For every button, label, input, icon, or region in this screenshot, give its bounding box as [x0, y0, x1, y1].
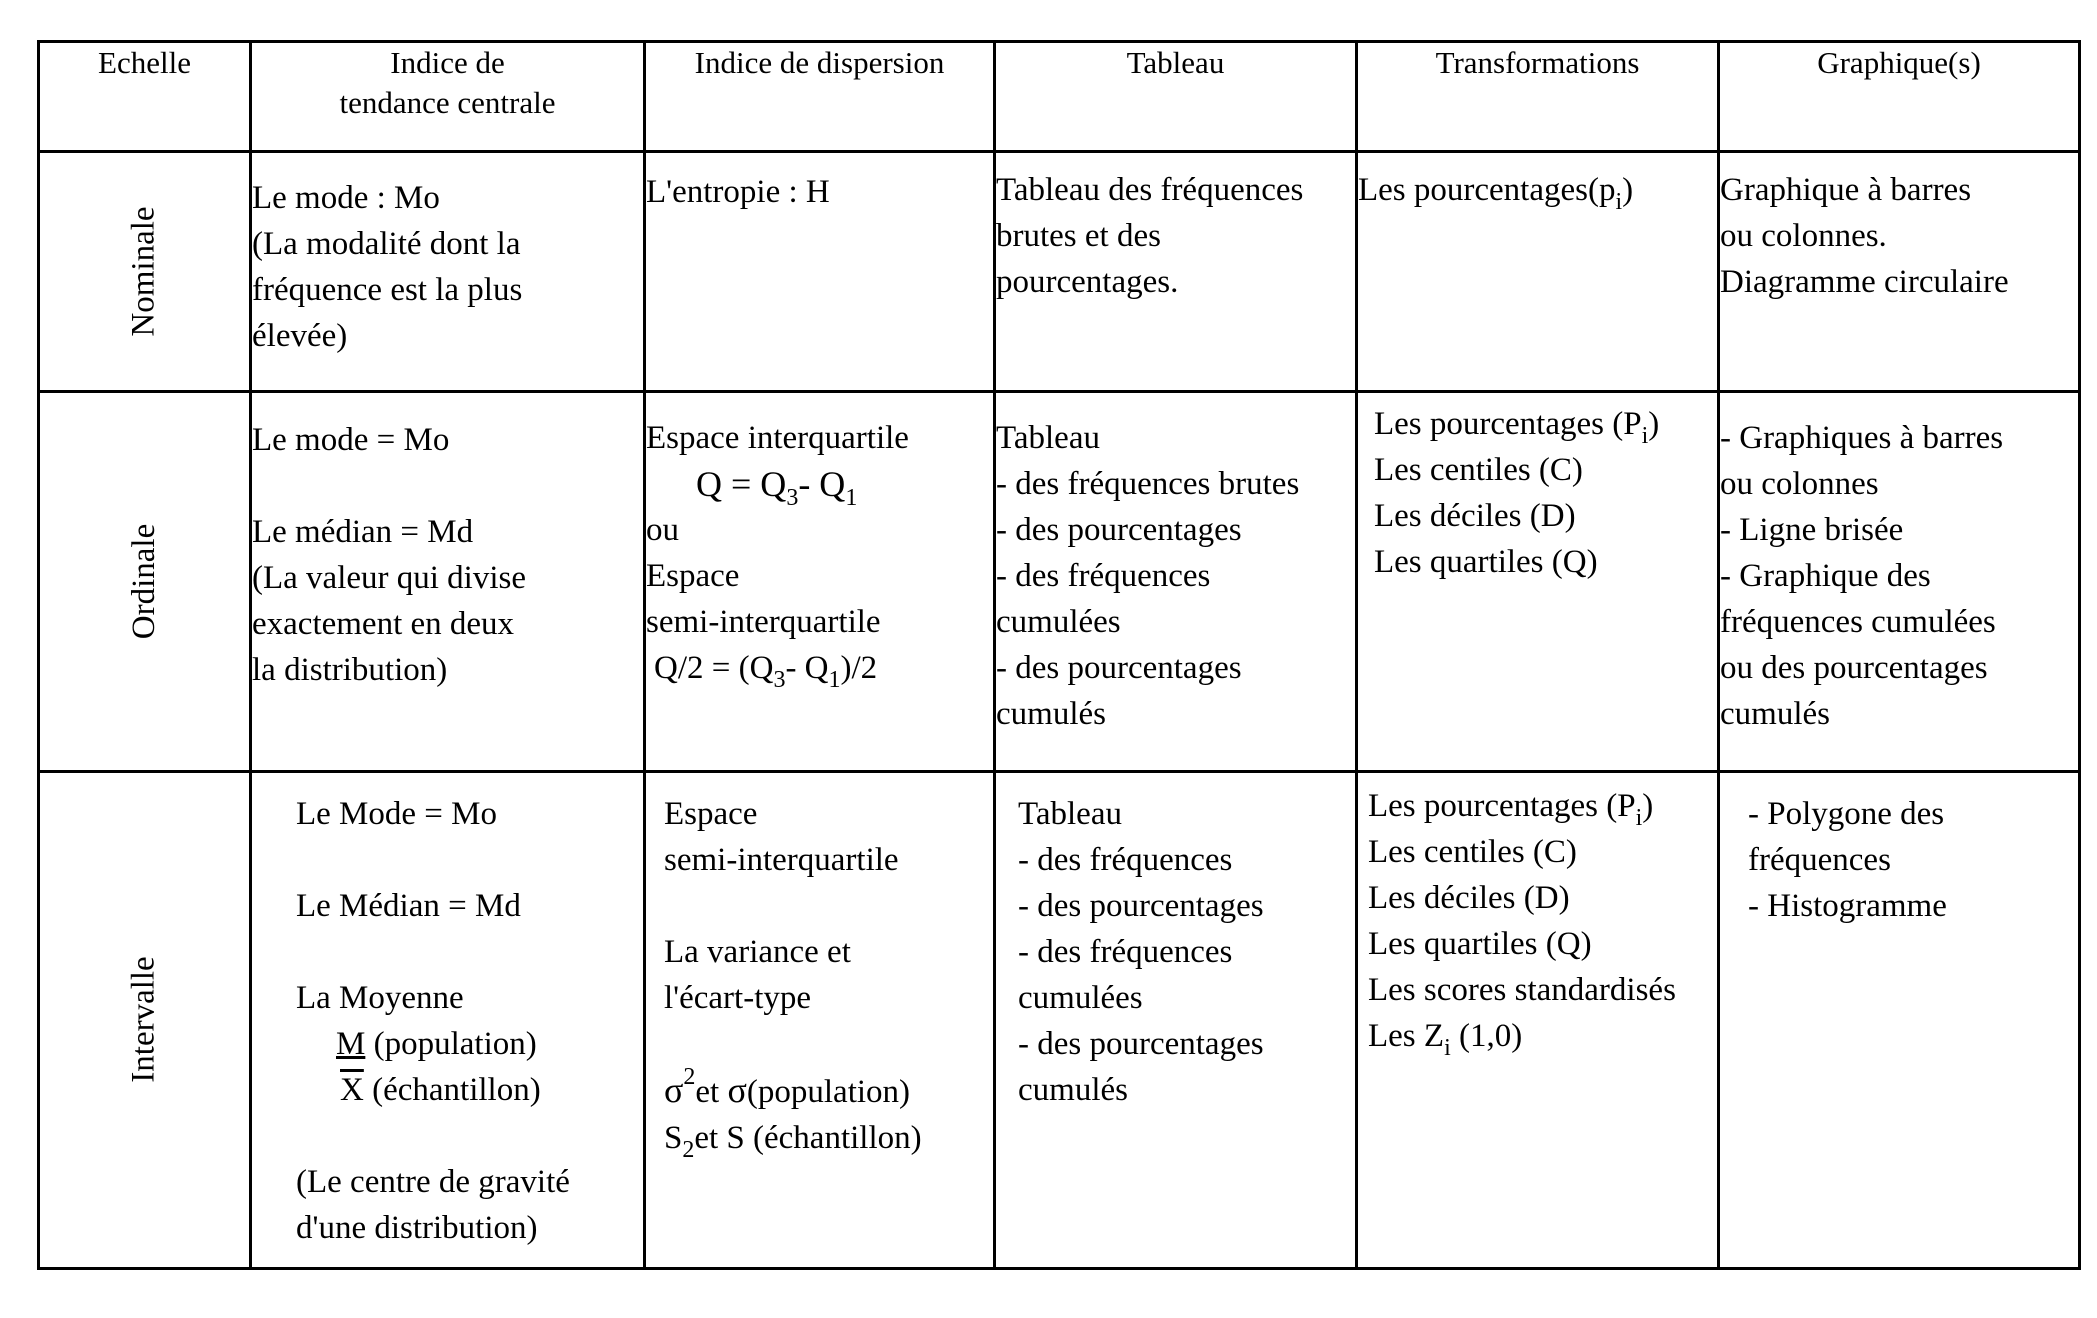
- text-line: - des pourcentages: [996, 512, 1242, 549]
- nominale-dispersion: [645, 152, 995, 392]
- text-line: brutes et des: [996, 218, 1161, 255]
- text-line: La Moyenne: [296, 979, 464, 1016]
- spacer: [296, 1113, 633, 1159]
- text-part: et: [695, 1073, 728, 1110]
- text-line: - Graphique des: [1720, 558, 1931, 595]
- subscript: 1: [828, 667, 841, 694]
- header-tendance-line2: tendance centrale: [339, 85, 556, 121]
- text-line: semi-interquartile: [664, 841, 899, 878]
- text-line: - des fréquences: [1018, 933, 1233, 970]
- text-line: Diagramme circulaire: [1720, 264, 2009, 301]
- text-part: (échantillon): [363, 1071, 541, 1108]
- subscript: i: [1444, 1034, 1451, 1061]
- text-line: - Histogramme: [1748, 887, 1947, 924]
- text-line: - des pourcentages: [1018, 1025, 1264, 1062]
- text-line: exactement en deux: [252, 606, 515, 643]
- sigma-symbol: σ: [664, 1069, 684, 1110]
- scale-ordinale: [39, 392, 251, 772]
- text-line: Espace: [646, 558, 740, 595]
- text-line: Espace: [664, 795, 758, 832]
- nominale-transformations: [1357, 152, 1719, 392]
- symbol-xbar: $\overline{X}$: [340, 1071, 364, 1108]
- ordinale-tendance: [251, 392, 645, 772]
- text-line: Le Mode = Mo: [296, 795, 497, 832]
- intervalle-tendance: [251, 771, 645, 1268]
- superscript: 2: [683, 1063, 696, 1090]
- text-part: (population): [746, 1073, 911, 1110]
- text-part: Les pourcentages(p: [1358, 172, 1616, 209]
- nominale-graphique: [1719, 152, 2080, 392]
- text-line: Tableau: [1018, 795, 1122, 832]
- row-intervalle: [39, 771, 2080, 1268]
- text-line: [1368, 783, 1711, 829]
- text-part: ): [1622, 172, 1634, 209]
- sigma-line: [664, 1063, 985, 1115]
- text-part: S: [664, 1119, 683, 1156]
- text-part: Les pourcentages (P: [1374, 406, 1642, 443]
- text-line: Les déciles (D): [1368, 879, 1570, 916]
- scale-label: Intervalle: [126, 956, 162, 1084]
- text-line: Tableau: [996, 420, 1100, 457]
- text-part: ): [1642, 787, 1654, 824]
- scale-nominale: [39, 152, 251, 392]
- text-line: Espace interquartile: [646, 420, 909, 457]
- text-part: - Q: [798, 464, 846, 505]
- intervalle-dispersion: [645, 771, 995, 1268]
- row-nominale: [39, 152, 2080, 392]
- header-row: [39, 42, 2080, 152]
- subscript: 2: [682, 1136, 695, 1163]
- scale-label: Nominale: [125, 206, 162, 337]
- text-line: Les déciles (D): [1374, 498, 1576, 535]
- header-tableau: Tableau: [995, 42, 1357, 152]
- text-line: ou des pourcentages: [1720, 650, 1988, 687]
- text-line: la distribution): [252, 652, 448, 689]
- text-part: Q/2 = (Q: [654, 650, 774, 687]
- spacer: [664, 1021, 985, 1067]
- text-line: ou: [646, 512, 679, 549]
- scale-intervalle: [39, 771, 251, 1268]
- text-part: (population): [365, 1025, 537, 1062]
- text-line: [1374, 401, 1717, 450]
- text-line: - des fréquences: [996, 558, 1211, 595]
- header-graphiques: Graphique(s): [1719, 42, 2080, 152]
- subscript: 1: [845, 485, 858, 512]
- symbol-mu: M: [336, 1025, 366, 1062]
- text-line: cumulés: [1018, 1071, 1128, 1108]
- spacer: [252, 463, 643, 509]
- text-part: - Q: [785, 650, 829, 687]
- text-line: Le Médian = Md: [296, 887, 521, 924]
- header-transformations: Transformations: [1357, 42, 1719, 152]
- row-ordinale: [39, 392, 2080, 772]
- subscript: i: [1615, 189, 1623, 216]
- text-line: cumulés: [1720, 696, 1830, 733]
- text-line: [296, 1067, 633, 1113]
- formula-q2: [646, 645, 993, 694]
- text-line: (La valeur qui divise: [252, 560, 526, 597]
- text-line: L'entropie : H: [646, 174, 830, 211]
- text-line: cumulées: [1018, 979, 1143, 1016]
- subscript: i: [1641, 423, 1649, 450]
- text-part: et S (échantillon): [694, 1119, 922, 1156]
- ordinale-tableau: [995, 392, 1357, 772]
- header-tendance-line1: Indice de: [390, 45, 505, 80]
- header-dispersion: Indice de dispersion: [645, 42, 995, 152]
- text-line: cumulées: [996, 604, 1121, 641]
- text-line: (Le centre de gravité: [296, 1163, 570, 1200]
- text-line: l'écart-type: [664, 979, 812, 1016]
- text-line: ou colonnes: [1720, 466, 1879, 503]
- text-part: Les pourcentages (P: [1368, 787, 1636, 824]
- text-line: - des pourcentages: [1018, 887, 1264, 924]
- subscript: 3: [773, 667, 786, 694]
- text-line: Les quartiles (Q): [1374, 544, 1598, 581]
- text-line: élevée): [252, 318, 348, 355]
- text-part: Q = Q: [696, 464, 787, 505]
- text-line: Le mode : Mo: [252, 180, 440, 217]
- text-line: semi-interquartile: [646, 604, 881, 641]
- text-line: [296, 1021, 633, 1067]
- text-line: pourcentages.: [996, 264, 1179, 301]
- text-line: fréquences: [1748, 841, 1891, 878]
- text-line: Les quartiles (Q): [1368, 925, 1592, 962]
- text-line: fréquence est la plus: [252, 272, 523, 309]
- statistics-scale-table: [37, 40, 2081, 1270]
- text-part: ): [1648, 406, 1660, 443]
- text-line: - Polygone des: [1748, 795, 1945, 832]
- text-line: (La modalité dont la: [252, 226, 521, 263]
- sigma-symbol: σ: [727, 1069, 747, 1110]
- formula-q: [646, 461, 993, 512]
- spacer: [296, 837, 633, 883]
- text-part: (1,0): [1450, 1017, 1523, 1054]
- header-echelle: Echelle: [39, 42, 251, 152]
- text-part: )/2: [840, 650, 878, 687]
- text-line: - Graphiques à barres: [1720, 420, 2004, 457]
- text-line: La variance et: [664, 933, 851, 970]
- ordinale-graphique: [1719, 392, 2080, 772]
- text-line: - Ligne brisée: [1720, 512, 1904, 549]
- text-line: fréquences cumulées: [1720, 604, 1996, 641]
- text-line: - des fréquences: [1018, 841, 1233, 878]
- text-line: Graphique à barres: [1720, 172, 1972, 209]
- text-line: [1358, 167, 1717, 216]
- text-line: - des fréquences brutes: [996, 466, 1300, 503]
- ordinale-dispersion: [645, 392, 995, 772]
- text-line: d'une distribution): [296, 1209, 538, 1246]
- text-line: - des pourcentages: [996, 650, 1242, 687]
- intervalle-graphique: [1719, 771, 2080, 1268]
- intervalle-tableau: [995, 771, 1357, 1268]
- text-line: Le médian = Md: [252, 514, 474, 551]
- text-line: [1368, 1013, 1711, 1059]
- text-line: ou colonnes.: [1720, 218, 1887, 255]
- text-line: Les centiles (C): [1368, 833, 1577, 870]
- s-line: [664, 1115, 985, 1161]
- spacer: [296, 929, 633, 975]
- text-line: Les centiles (C): [1374, 452, 1583, 489]
- text-line: Les scores standardisés: [1368, 971, 1676, 1008]
- nominale-tendance: [251, 152, 645, 392]
- scale-label: Ordinale: [125, 523, 162, 640]
- spacer: [664, 883, 985, 929]
- intervalle-transformations: [1357, 771, 1719, 1268]
- header-tendance-centrale: [251, 42, 645, 152]
- nominale-tableau: [995, 152, 1357, 392]
- text-part: Les Z: [1368, 1017, 1445, 1054]
- subscript: 3: [786, 485, 799, 512]
- ordinale-transformations: [1357, 392, 1719, 772]
- text-line: Tableau des fréquences: [996, 172, 1304, 209]
- text-line: cumulés: [996, 696, 1106, 733]
- subscript: i: [1635, 804, 1643, 831]
- text-line: Le mode = Mo: [252, 422, 450, 459]
